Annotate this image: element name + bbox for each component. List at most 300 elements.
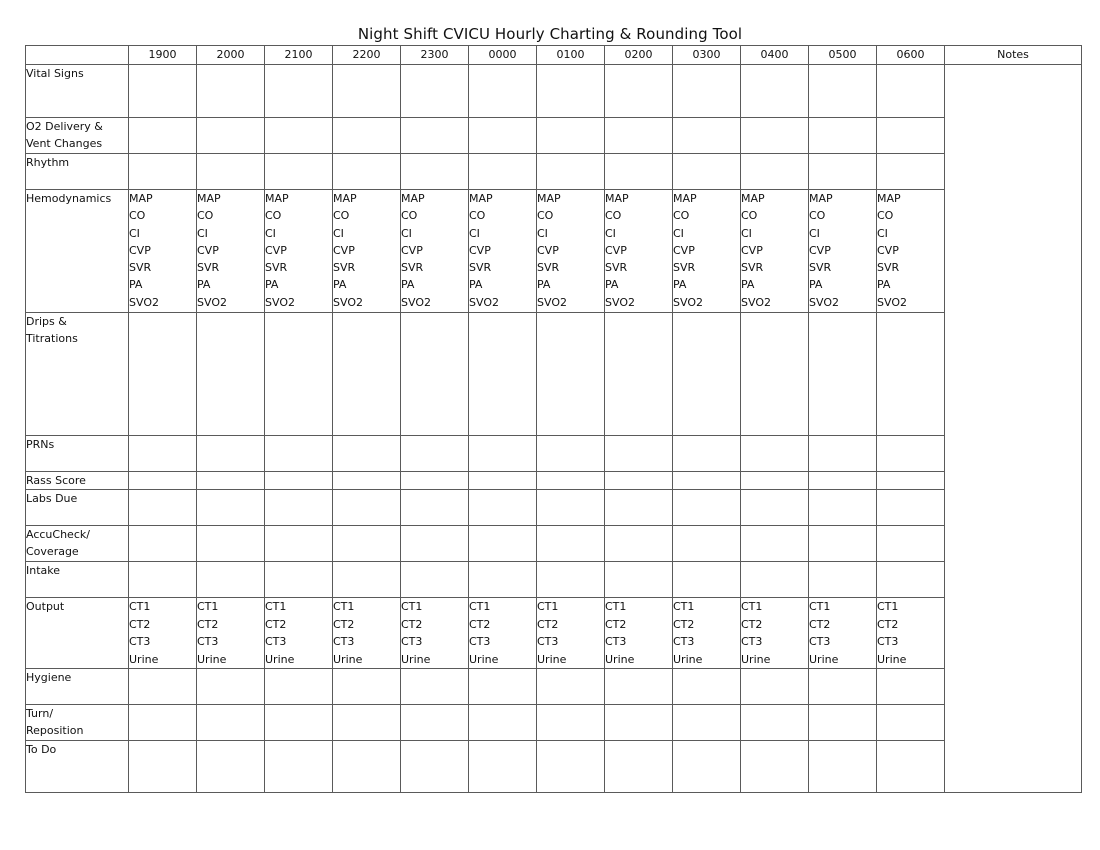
hour-header-2000: 2000: [197, 46, 265, 65]
row-label-line: Hemodynamics: [26, 192, 112, 205]
cell-todo-0000[interactable]: [469, 741, 537, 793]
cell-vital-signs-2100[interactable]: [265, 65, 333, 118]
cell-o2-delivery-0600[interactable]: [877, 118, 945, 154]
cell-o2-delivery-0400[interactable]: [741, 118, 809, 154]
item-ct2: CT2: [877, 617, 899, 631]
cell-drips-2300[interactable]: [401, 313, 469, 436]
cell-accucheck-0300[interactable]: [673, 526, 741, 562]
cell-todo-0300[interactable]: [673, 741, 741, 793]
cell-rass-0200[interactable]: [605, 472, 673, 490]
header-corner: [26, 46, 129, 65]
cell-hemodynamics-0600[interactable]: [877, 190, 945, 313]
item-pa: PA: [673, 278, 687, 292]
cell-intake-2300[interactable]: [401, 562, 469, 598]
cell-o2-delivery-0000[interactable]: [469, 118, 537, 154]
cell-accucheck-0000[interactable]: [469, 526, 537, 562]
cell-rass-0100[interactable]: [537, 472, 605, 490]
row-label-accucheck: [26, 526, 129, 562]
cell-labs-0400[interactable]: [741, 490, 809, 526]
cell-turn-2200[interactable]: [333, 705, 401, 741]
item-ci: CI: [537, 226, 548, 240]
cell-turn-0000[interactable]: [469, 705, 537, 741]
cell-labs-2000[interactable]: [197, 490, 265, 526]
cell-intake-0100[interactable]: [537, 562, 605, 598]
cell-turn-1900[interactable]: [129, 705, 197, 741]
cell-hygiene-0200[interactable]: [605, 669, 673, 705]
cell-o2-delivery-2300[interactable]: [401, 118, 469, 154]
cell-o2-delivery-0300[interactable]: [673, 118, 741, 154]
item-ct2: CT2: [537, 617, 559, 631]
item-map: MAP: [197, 192, 221, 205]
cell-hemodynamics-0200[interactable]: [605, 190, 673, 313]
item-svo2: SVO2: [401, 295, 431, 309]
cell-rhythm-0500[interactable]: [809, 154, 877, 190]
row-label-line: Hygiene: [26, 671, 72, 684]
item-urine: Urine: [469, 652, 499, 666]
cell-intake-2200[interactable]: [333, 562, 401, 598]
cell-hemodynamics-0300[interactable]: [673, 190, 741, 313]
cell-turn-0100[interactable]: [537, 705, 605, 741]
cell-hemodynamics-0100[interactable]: [537, 190, 605, 313]
cell-output-1900[interactable]: [129, 598, 197, 669]
header-row: [26, 46, 1082, 65]
cell-todo-2000[interactable]: [197, 741, 265, 793]
cell-todo-2100[interactable]: [265, 741, 333, 793]
row-accucheck: [26, 526, 1082, 562]
cell-labs-0000[interactable]: [469, 490, 537, 526]
item-svo2: SVO2: [877, 295, 907, 309]
item-ct3: CT3: [741, 635, 763, 648]
cell-hygiene-0300[interactable]: [673, 669, 741, 705]
hour-header-0400: 0400: [741, 46, 809, 65]
item-map: MAP: [673, 192, 697, 205]
cell-accucheck-0400[interactable]: [741, 526, 809, 562]
cell-prns-0400[interactable]: [741, 436, 809, 472]
cell-hemodynamics-2100[interactable]: [265, 190, 333, 313]
cell-drips-2100[interactable]: [265, 313, 333, 436]
row-label-line: Rass Score: [26, 474, 86, 487]
cell-prns-0100[interactable]: [537, 436, 605, 472]
cell-drips-0400[interactable]: [741, 313, 809, 436]
item-cvp: CVP: [741, 243, 763, 257]
cell-accucheck-2300[interactable]: [401, 526, 469, 562]
item-ci: CI: [673, 226, 684, 240]
row-hemodynamics: [26, 190, 1082, 313]
cell-hemodynamics-0000[interactable]: [469, 190, 537, 313]
cell-output-0500[interactable]: [809, 598, 877, 669]
charting-grid: [25, 45, 1082, 793]
item-cvp: CVP: [605, 243, 627, 257]
item-ct2: CT2: [401, 617, 423, 631]
cell-drips-0500[interactable]: [809, 313, 877, 436]
item-svr: SVR: [537, 261, 560, 275]
item-map: MAP: [741, 192, 765, 205]
item-ct1: CT1: [333, 600, 355, 613]
cell-vital-signs-0000[interactable]: [469, 65, 537, 118]
row-label-hemodynamics: [26, 190, 129, 313]
hour-header-0100: 0100: [537, 46, 605, 65]
cell-prns-0600[interactable]: [877, 436, 945, 472]
cell-hygiene-1900[interactable]: [129, 669, 197, 705]
cell-hygiene-0500[interactable]: [809, 669, 877, 705]
item-pa: PA: [129, 278, 143, 292]
item-co: CO: [741, 209, 758, 223]
cell-drips-2200[interactable]: [333, 313, 401, 436]
hour-header-0000: 0000: [469, 46, 537, 65]
hour-header-0500: 0500: [809, 46, 877, 65]
row-label-line: O2 Delivery &: [26, 120, 103, 133]
item-svr: SVR: [809, 261, 832, 275]
cell-vital-signs-2200[interactable]: [333, 65, 401, 118]
cell-intake-0400[interactable]: [741, 562, 809, 598]
item-svo2: SVO2: [469, 295, 499, 309]
cell-hygiene-0000[interactable]: [469, 669, 537, 705]
cell-intake-0500[interactable]: [809, 562, 877, 598]
item-co: CO: [809, 209, 826, 223]
item-ci: CI: [469, 226, 480, 240]
item-urine: Urine: [265, 652, 295, 666]
item-urine: Urine: [877, 652, 907, 666]
cell-rhythm-2000[interactable]: [197, 154, 265, 190]
cell-todo-0200[interactable]: [605, 741, 673, 793]
item-cvp: CVP: [537, 243, 559, 257]
cell-rass-0000[interactable]: [469, 472, 537, 490]
cell-vital-signs-2300[interactable]: [401, 65, 469, 118]
cell-rhythm-0400[interactable]: [741, 154, 809, 190]
row-label-line: Reposition: [26, 724, 84, 737]
item-svr: SVR: [265, 261, 288, 275]
item-svo2: SVO2: [129, 295, 159, 309]
cell-rhythm-0200[interactable]: [605, 154, 673, 190]
hour-header-0300: 0300: [673, 46, 741, 65]
item-svo2: SVO2: [605, 295, 635, 309]
cell-rhythm-2300[interactable]: [401, 154, 469, 190]
item-svo2: SVO2: [537, 295, 567, 309]
cell-accucheck-2200[interactable]: [333, 526, 401, 562]
row-label-intake: [26, 562, 129, 598]
cell-labs-0500[interactable]: [809, 490, 877, 526]
cell-labs-0300[interactable]: [673, 490, 741, 526]
cell-prns-2100[interactable]: [265, 436, 333, 472]
cell-rhythm-0100[interactable]: [537, 154, 605, 190]
item-svo2: SVO2: [809, 295, 839, 309]
cell-rhythm-0300[interactable]: [673, 154, 741, 190]
cell-turn-0500[interactable]: [809, 705, 877, 741]
cell-intake-0300[interactable]: [673, 562, 741, 598]
row-label-line: Titrations: [26, 332, 78, 345]
cell-todo-0400[interactable]: [741, 741, 809, 793]
item-svr: SVR: [469, 261, 492, 275]
cell-intake-2000[interactable]: [197, 562, 265, 598]
cell-labs-0100[interactable]: [537, 490, 605, 526]
cell-o2-delivery-2100[interactable]: [265, 118, 333, 154]
cell-hemodynamics-0500[interactable]: [809, 190, 877, 313]
cell-hygiene-2100[interactable]: [265, 669, 333, 705]
cell-rhythm-0600[interactable]: [877, 154, 945, 190]
cell-intake-0600[interactable]: [877, 562, 945, 598]
item-urine: Urine: [401, 652, 431, 666]
cell-drips-2000[interactable]: [197, 313, 265, 436]
cell-hygiene-2000[interactable]: [197, 669, 265, 705]
cell-rass-2300[interactable]: [401, 472, 469, 490]
hour-header-0600: 0600: [877, 46, 945, 65]
item-ct2: CT2: [129, 617, 151, 631]
cell-labs-2100[interactable]: [265, 490, 333, 526]
cell-drips-0300[interactable]: [673, 313, 741, 436]
cell-turn-0400[interactable]: [741, 705, 809, 741]
row-label-prns: [26, 436, 129, 472]
row-label-output: [26, 598, 129, 669]
cell-turn-0300[interactable]: [673, 705, 741, 741]
row-label-line: Vent Changes: [26, 137, 103, 150]
row-label-line: PRNs: [26, 438, 55, 451]
cell-hygiene-2300[interactable]: [401, 669, 469, 705]
row-label-line: Drips &: [26, 315, 67, 328]
cell-intake-0000[interactable]: [469, 562, 537, 598]
cell-prns-0500[interactable]: [809, 436, 877, 472]
cell-prns-2200[interactable]: [333, 436, 401, 472]
hour-header-2200: 2200: [333, 46, 401, 65]
cell-output-2100[interactable]: [265, 598, 333, 669]
item-co: CO: [605, 209, 622, 223]
cell-rhythm-0000[interactable]: [469, 154, 537, 190]
item-svo2: SVO2: [673, 295, 703, 309]
cell-labs-2300[interactable]: [401, 490, 469, 526]
cell-turn-0200[interactable]: [605, 705, 673, 741]
item-svo2: SVO2: [197, 295, 227, 309]
cell-rhythm-1900[interactable]: [129, 154, 197, 190]
row-prns: [26, 436, 1082, 472]
cell-turn-2100[interactable]: [265, 705, 333, 741]
item-svr: SVR: [129, 261, 152, 275]
cell-labs-2200[interactable]: [333, 490, 401, 526]
row-label-turn: [26, 705, 129, 741]
item-urine: Urine: [673, 652, 703, 666]
item-ct2: CT2: [605, 617, 627, 631]
cell-hemodynamics-0400[interactable]: [741, 190, 809, 313]
cell-o2-delivery-2000[interactable]: [197, 118, 265, 154]
cell-output-0300[interactable]: [673, 598, 741, 669]
cell-o2-delivery-2200[interactable]: [333, 118, 401, 154]
cell-todo-2200[interactable]: [333, 741, 401, 793]
cell-rhythm-2200[interactable]: [333, 154, 401, 190]
cell-turn-2000[interactable]: [197, 705, 265, 741]
item-svr: SVR: [877, 261, 900, 275]
item-ct2: CT2: [197, 617, 219, 631]
item-ct3: CT3: [537, 635, 559, 648]
cell-o2-delivery-1900[interactable]: [129, 118, 197, 154]
item-ct1: CT1: [605, 600, 627, 613]
cell-accucheck-1900[interactable]: [129, 526, 197, 562]
item-ci: CI: [197, 226, 208, 240]
cell-prns-2000[interactable]: [197, 436, 265, 472]
item-cvp: CVP: [673, 243, 695, 257]
cell-o2-delivery-0100[interactable]: [537, 118, 605, 154]
item-ci: CI: [605, 226, 616, 240]
cell-output-2000[interactable]: [197, 598, 265, 669]
cell-rass-2100[interactable]: [265, 472, 333, 490]
cell-vital-signs-0100[interactable]: [537, 65, 605, 118]
cell-prns-1900[interactable]: [129, 436, 197, 472]
row-turn: [26, 705, 1082, 741]
cell-todo-0100[interactable]: [537, 741, 605, 793]
cell-accucheck-0500[interactable]: [809, 526, 877, 562]
cell-output-2200[interactable]: [333, 598, 401, 669]
row-label-rhythm: [26, 154, 129, 190]
item-map: MAP: [265, 192, 289, 205]
cell-rass-0600[interactable]: [877, 472, 945, 490]
page-title: Night Shift CVICU Hourly Charting & Rounding Tool: [357, 25, 743, 43]
item-pa: PA: [809, 278, 823, 292]
cell-hemodynamics-2000[interactable]: [197, 190, 265, 313]
item-map: MAP: [401, 192, 425, 205]
item-cvp: CVP: [265, 243, 287, 257]
notes-header: Notes: [945, 46, 1082, 65]
cell-turn-2300[interactable]: [401, 705, 469, 741]
row-label-todo: [26, 741, 129, 793]
cell-intake-1900[interactable]: [129, 562, 197, 598]
cell-accucheck-0100[interactable]: [537, 526, 605, 562]
cell-accucheck-2100[interactable]: [265, 526, 333, 562]
cell-vital-signs-0600[interactable]: [877, 65, 945, 118]
cell-hygiene-0100[interactable]: [537, 669, 605, 705]
item-pa: PA: [605, 278, 619, 292]
cell-drips-0200[interactable]: [605, 313, 673, 436]
cell-todo-2300[interactable]: [401, 741, 469, 793]
cell-rass-0500[interactable]: [809, 472, 877, 490]
cell-output-0100[interactable]: [537, 598, 605, 669]
item-ct1: CT1: [129, 600, 151, 613]
item-svr: SVR: [673, 261, 696, 275]
item-ct1: CT1: [469, 600, 491, 613]
cell-output-0400[interactable]: [741, 598, 809, 669]
cell-accucheck-0200[interactable]: [605, 526, 673, 562]
cell-drips-0000[interactable]: [469, 313, 537, 436]
cell-drips-0100[interactable]: [537, 313, 605, 436]
cell-vital-signs-2000[interactable]: [197, 65, 265, 118]
cell-todo-1900[interactable]: [129, 741, 197, 793]
cell-vital-signs-1900[interactable]: [129, 65, 197, 118]
notes-column[interactable]: [945, 65, 1082, 793]
cell-hygiene-0600[interactable]: [877, 669, 945, 705]
cell-prns-0200[interactable]: [605, 436, 673, 472]
cell-drips-1900[interactable]: [129, 313, 197, 436]
item-urine: Urine: [197, 652, 227, 666]
cell-o2-delivery-0200[interactable]: [605, 118, 673, 154]
row-todo: [26, 741, 1082, 793]
cell-turn-0600[interactable]: [877, 705, 945, 741]
item-ct3: CT3: [673, 635, 695, 648]
cell-labs-0200[interactable]: [605, 490, 673, 526]
hour-header-1900: 1900: [129, 46, 197, 65]
cell-hemodynamics-2300[interactable]: [401, 190, 469, 313]
cell-hygiene-0400[interactable]: [741, 669, 809, 705]
item-ct1: CT1: [265, 600, 287, 613]
item-ct2: CT2: [265, 617, 287, 631]
item-map: MAP: [877, 192, 901, 205]
item-ct3: CT3: [197, 635, 219, 648]
cell-accucheck-0600[interactable]: [877, 526, 945, 562]
item-cvp: CVP: [401, 243, 423, 257]
item-svr: SVR: [401, 261, 424, 275]
row-label-line: Labs Due: [26, 492, 78, 505]
cell-intake-2100[interactable]: [265, 562, 333, 598]
cell-todo-0500[interactable]: [809, 741, 877, 793]
cell-rass-0400[interactable]: [741, 472, 809, 490]
row-vital-signs: [26, 65, 1082, 118]
item-svo2: SVO2: [741, 295, 771, 309]
item-urine: Urine: [537, 652, 567, 666]
cell-prns-2300[interactable]: [401, 436, 469, 472]
cell-prns-0300[interactable]: [673, 436, 741, 472]
item-urine: Urine: [129, 652, 159, 666]
hour-header-0200: 0200: [605, 46, 673, 65]
cell-hemodynamics-2200[interactable]: [333, 190, 401, 313]
cell-vital-signs-0200[interactable]: [605, 65, 673, 118]
row-drips: [26, 313, 1082, 436]
cell-labs-1900[interactable]: [129, 490, 197, 526]
cell-output-0000[interactable]: [469, 598, 537, 669]
row-label-vital-signs: [26, 65, 129, 118]
item-cvp: CVP: [129, 243, 151, 257]
item-cvp: CVP: [197, 243, 219, 257]
item-ct1: CT1: [809, 600, 831, 613]
item-ct3: CT3: [129, 635, 151, 648]
row-intake: [26, 562, 1082, 598]
item-svr: SVR: [741, 261, 764, 275]
row-labs: [26, 490, 1082, 526]
cell-hemodynamics-1900[interactable]: [129, 190, 197, 313]
cell-todo-0600[interactable]: [877, 741, 945, 793]
row-label-hygiene: [26, 669, 129, 705]
row-label-line: Vital Signs: [26, 67, 84, 80]
row-o2-delivery: [26, 118, 1082, 154]
cell-output-0600[interactable]: [877, 598, 945, 669]
item-co: CO: [877, 209, 894, 223]
item-map: MAP: [333, 192, 357, 205]
cell-vital-signs-0300[interactable]: [673, 65, 741, 118]
cell-rass-2200[interactable]: [333, 472, 401, 490]
cell-output-0200[interactable]: [605, 598, 673, 669]
item-ct2: CT2: [469, 617, 491, 631]
cell-prns-0000[interactable]: [469, 436, 537, 472]
cell-rass-1900[interactable]: [129, 472, 197, 490]
cell-rass-0300[interactable]: [673, 472, 741, 490]
item-pa: PA: [265, 278, 279, 292]
item-urine: Urine: [605, 652, 635, 666]
cell-vital-signs-0500[interactable]: [809, 65, 877, 118]
item-co: CO: [265, 209, 282, 223]
cell-output-2300[interactable]: [401, 598, 469, 669]
item-ct1: CT1: [741, 600, 763, 613]
cell-vital-signs-0400[interactable]: [741, 65, 809, 118]
item-ct3: CT3: [809, 635, 831, 648]
cell-o2-delivery-0500[interactable]: [809, 118, 877, 154]
cell-intake-0200[interactable]: [605, 562, 673, 598]
item-ci: CI: [741, 226, 752, 240]
cell-accucheck-2000[interactable]: [197, 526, 265, 562]
cell-rhythm-2100[interactable]: [265, 154, 333, 190]
cell-hygiene-2200[interactable]: [333, 669, 401, 705]
cell-rass-2000[interactable]: [197, 472, 265, 490]
cell-labs-0600[interactable]: [877, 490, 945, 526]
item-map: MAP: [809, 192, 833, 205]
item-svo2: SVO2: [333, 295, 363, 309]
item-ct3: CT3: [605, 635, 627, 648]
item-urine: Urine: [809, 652, 839, 666]
item-pa: PA: [333, 278, 347, 292]
cell-drips-0600[interactable]: [877, 313, 945, 436]
